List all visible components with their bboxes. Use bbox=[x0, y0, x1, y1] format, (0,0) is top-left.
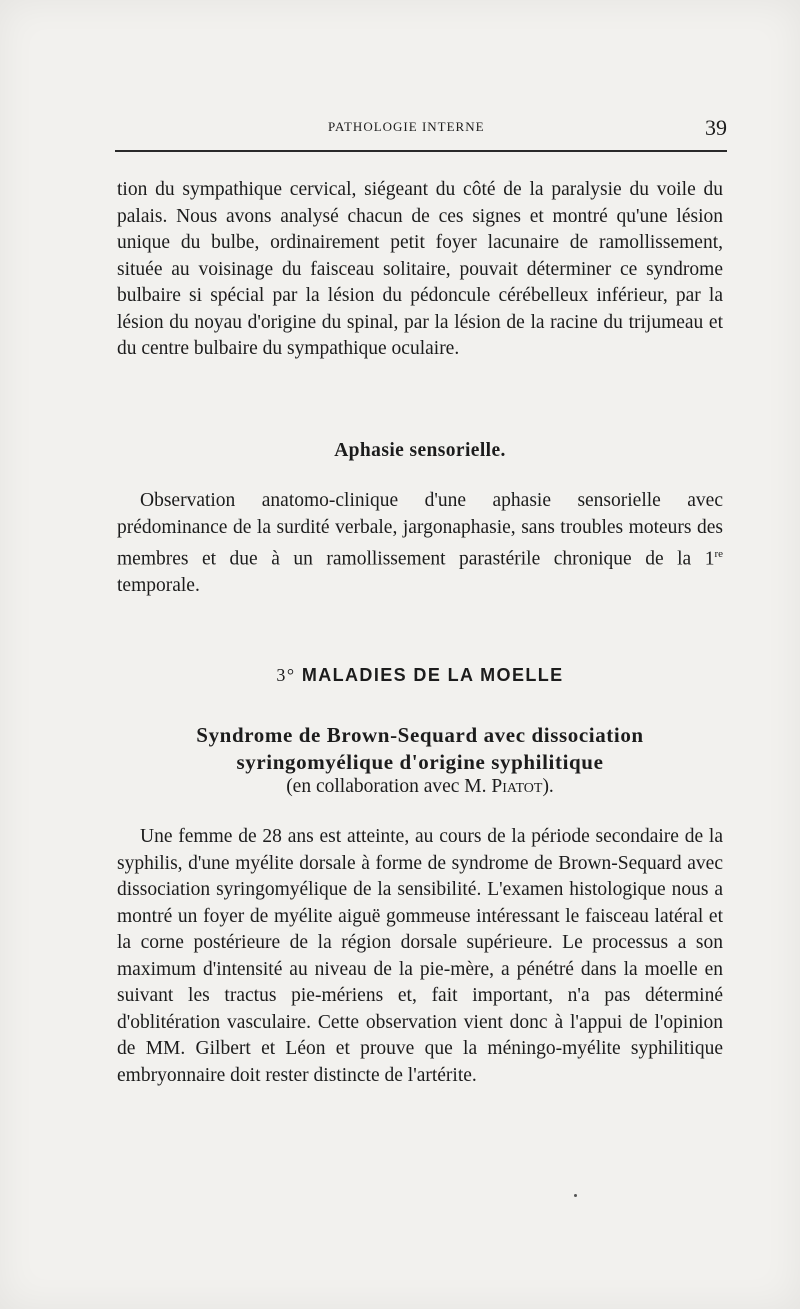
aphasie-text: Observation anatomo-clinique d'une aphasie sensorielle avec prédominance de la surdité verbale, jargonaphasie, sans troubles moteurs des membres et due à un ramollissement parastérile chronique de la 1 bbox=[117, 490, 723, 570]
page-header bbox=[115, 115, 727, 145]
intro-section bbox=[117, 177, 723, 363]
aphasie-paragraph bbox=[117, 488, 723, 600]
running-head: PATHOLOGIE INTERNE bbox=[328, 119, 485, 134]
article-title-line-1: Syndrome de Brown-Sequard avec dissociation bbox=[196, 723, 644, 747]
aphasie-title: Aphasie sensorielle. bbox=[334, 440, 506, 461]
collaboration-line bbox=[117, 776, 723, 798]
section-title: MALADIES DE LA MOELLE bbox=[301, 665, 564, 685]
collab-suffix: ). bbox=[542, 776, 554, 797]
collab-name: Piatot bbox=[491, 776, 543, 797]
article-title-line-2: syringomyélique d'origine syphilitique bbox=[236, 750, 604, 774]
page-number: 39 bbox=[705, 115, 727, 140]
moelle-paragraph: Une femme de 28 ans est atteinte, au cours de la période secondaire de la syphilis, d'une myélite dorsale à forme de syndrome de Brown-Sequard avec dissociation syringomyélique de la sensibilité. L'examen histologique nous a montré un foyer de myélite aiguë gommeuse intéressant le faisceau latéral et la corne postérieure de la région dorsale supérieure. Le processus a son maximum d'intensité au niveau de la pie-mère, a pénétré dans la moelle en suivant les tractus pie-mériens et, fait important, n'a pas déterminé d'oblitération vasculaire. Cette observation vient donc à l'appui de l'opinion de MM. Gilbert et Léon et prouve que la méningo-myélite syphilitique embryonnaire doit rester distincte de l'artérite. bbox=[117, 826, 723, 1086]
moelle-section bbox=[117, 824, 723, 1089]
section-heading bbox=[117, 665, 723, 686]
aphasie-section bbox=[117, 488, 723, 600]
paper-speck bbox=[574, 1194, 577, 1197]
intro-paragraph: tion du sympathique cervical, siégeant du côté de la paralysie du voile du palais. Nous avons analysé chacun de ces signes et montré qu'une lésion unique du bulbe, ordinairement petit foyer lacunaire de ramollissement, située au voisinage du faisceau solitaire, pouvait déterminer ce syndrome bulbaire si spécial par la lésion du pédoncule cérébelleux inférieur, par la lésion du noyau d'origine du spinal, par la lésion de la racine du trijumeau et du centre bulbaire du sympathique oculaire. bbox=[117, 179, 723, 359]
aphasie-text-end: temporale. bbox=[117, 575, 200, 596]
collab-prefix: (en collaboration avec M. bbox=[286, 776, 492, 797]
section-number: 3° bbox=[276, 665, 296, 685]
ordinal-superscript: re bbox=[714, 548, 723, 560]
header-rule bbox=[115, 150, 727, 152]
